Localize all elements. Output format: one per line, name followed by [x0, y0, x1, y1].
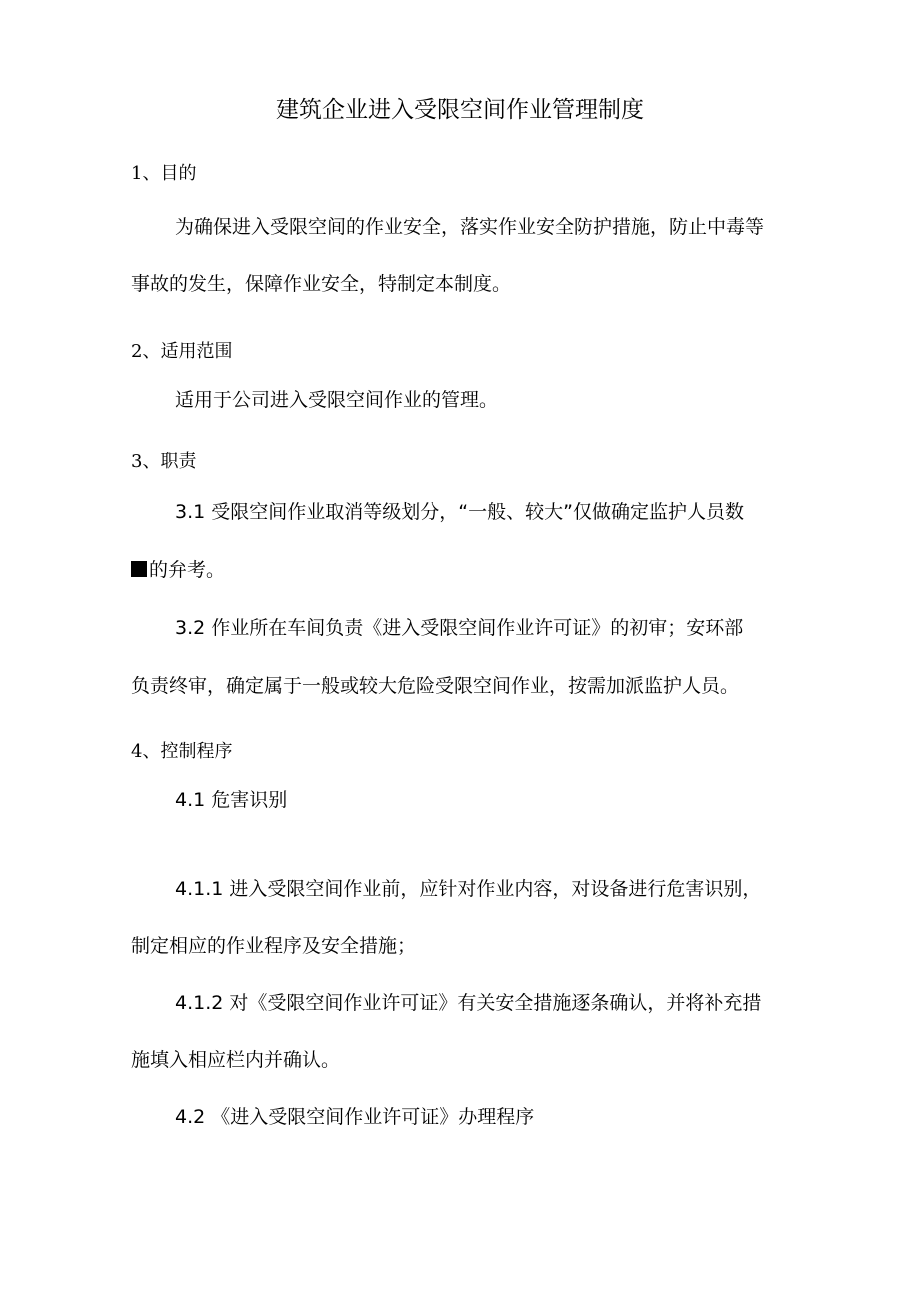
clause-4-1-1-line-2: 制定相应的作业程序及安全措施； — [131, 935, 417, 957]
section-4-heading: 4、控制程序 — [131, 741, 233, 762]
clause-3-2-line-1: 3.2 作业所在车间负责《进入受限空间作业许可证》的初审；安环部 — [175, 617, 744, 639]
clause-4-1-heading: 4.1 危害识别 — [175, 789, 288, 811]
clause-4-1-1-line-1: 4.1.1 进入受限空间作业前，应针对作业内容，对设备进行危害识别， — [175, 878, 762, 900]
clause-3-1-line-2 — [131, 561, 225, 580]
section-1-paragraph-line-1: 为确保进入受限空间的作业安全，落实作业安全防护措施，防止中毒等 — [175, 216, 765, 238]
section-1-paragraph-line-2: 事故的发生，保障作业安全，特制定本制度。 — [131, 273, 512, 295]
section-2-paragraph: 适用于公司进入受限空间作业的管理。 — [175, 389, 499, 411]
clause-3-1-line-2-text: 的弁考。 — [149, 559, 226, 581]
section-3-heading: 3、职责 — [131, 451, 197, 472]
clause-3-1-line-1: 3.1 受限空间作业取消等级划分，“一般、较大”仅做确定监护人员数 — [175, 501, 744, 523]
document-title: 建筑企业进入受限空间作业管理制度 — [276, 97, 644, 123]
section-1-heading: 1、目的 — [131, 163, 197, 184]
clause-4-1-2-line-2: 施填入相应栏内并确认。 — [131, 1049, 341, 1071]
clause-4-2-heading: 4.2 《进入受限空间作业许可证》办理程序 — [175, 1106, 535, 1128]
clause-3-2-line-2: 负责终审，确定属于一般或较大危险受限空间作业，按需加派监护人员。 — [131, 675, 740, 697]
section-2-heading: 2、适用范围 — [131, 341, 233, 362]
filled-square-mark — [131, 561, 147, 577]
clause-4-1-2-line-1: 4.1.2 对《受限空间作业许可证》有关安全措施逐条确认，并将补充措 — [175, 992, 762, 1014]
